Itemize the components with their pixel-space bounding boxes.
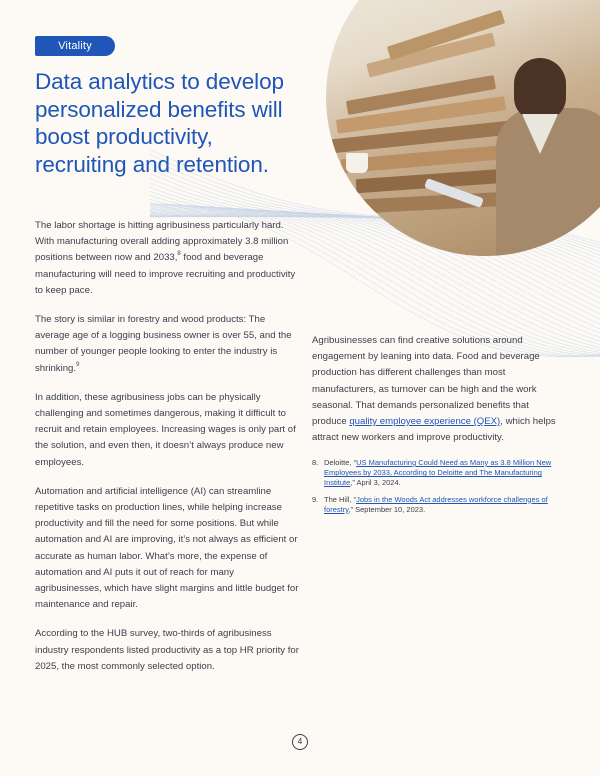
footnote-9-link[interactable]: Jobs in the Woods Act addresses workforce challenges of forestry	[324, 494, 548, 514]
footnote-ref-8: 8	[177, 251, 181, 258]
footnote-8-link[interactable]: US Manufacturing Could Need as Many as 3.8 Million New Employees by 2033, According to Deloitte and The Manufacturing Institute	[324, 458, 552, 488]
paragraph-data-engagement: Agribusinesses can find creative solutions around engagement by leaning into data. Food and beverage production has different challenges than most manufacturers, as turnover can be high and the work seasonal. That demands personalized benefits that produce quality employee experience (QEX), which helps attract new workers and improve productivity.	[312, 335, 556, 444]
right-column	[312, 333, 562, 459]
category-tag: Vitality	[35, 36, 115, 56]
page-headline: Data analytics to develop personalized benefits will boost productivity, recruiting and retention.	[35, 69, 284, 177]
paragraph-forestry: The story is similar in forestry and wood products: The average age of a logging business owner is over 55, and the number of younger people looking to enter the industry is shrinking.$^9$	[35, 314, 292, 374]
page-number: 4	[292, 734, 308, 750]
footnote-8: 8. Deloitte, “US Manufacturing Could Need as Many as 3.8 Million New Employees by 2033, According to Deloitte and The Manufacturing Institute,” April 3, 2024.	[312, 458, 552, 488]
worker-photo	[326, 0, 600, 256]
footnote-ref-9: 9	[76, 361, 80, 368]
paragraph-automation: Automation and artificial intelligence (AI) can streamline repetitive tasks on production lines, while helping increase productivity and fill the need for some positions. But while automation and AI are improving, it’s not always as efficient or accurate as human labor. What’s more, the expense of automation and AI puts it out of reach for many agribusinesses, which have slight margins and little budget for maintenance and repair.	[35, 485, 299, 611]
qex-link[interactable]: quality employee experience (QEX)	[349, 416, 501, 428]
paragraph-physical-challenges: In addition, these agribusiness jobs can be physically challenging and sometimes dangerous, making it difficult to recruit and retain employees. Increasing wages is only part of the solution, and even then, it doesn’t always produce new employees.	[35, 391, 296, 468]
paragraph-hub-survey: According to the HUB survey, two-thirds of agribusiness industry respondents listed productivity as a top HR priority for 2025, the most commonly selected option.	[35, 628, 299, 672]
footnote-9: 9. The Hill, “Jobs in the Woods Act addresses workforce challenges of forestry,” September 10, 2023.	[312, 494, 548, 514]
left-column	[35, 218, 301, 688]
paragraph-labor-shortage: The labor shortage is hitting agribusiness particularly hard. With manufacturing overall adding approximately 3.8 million positions between now and 2033,$^8$ food and beverage manufacturing will need to improve recruiting and productivity to keep pace.	[35, 220, 296, 296]
footnotes	[312, 458, 562, 521]
